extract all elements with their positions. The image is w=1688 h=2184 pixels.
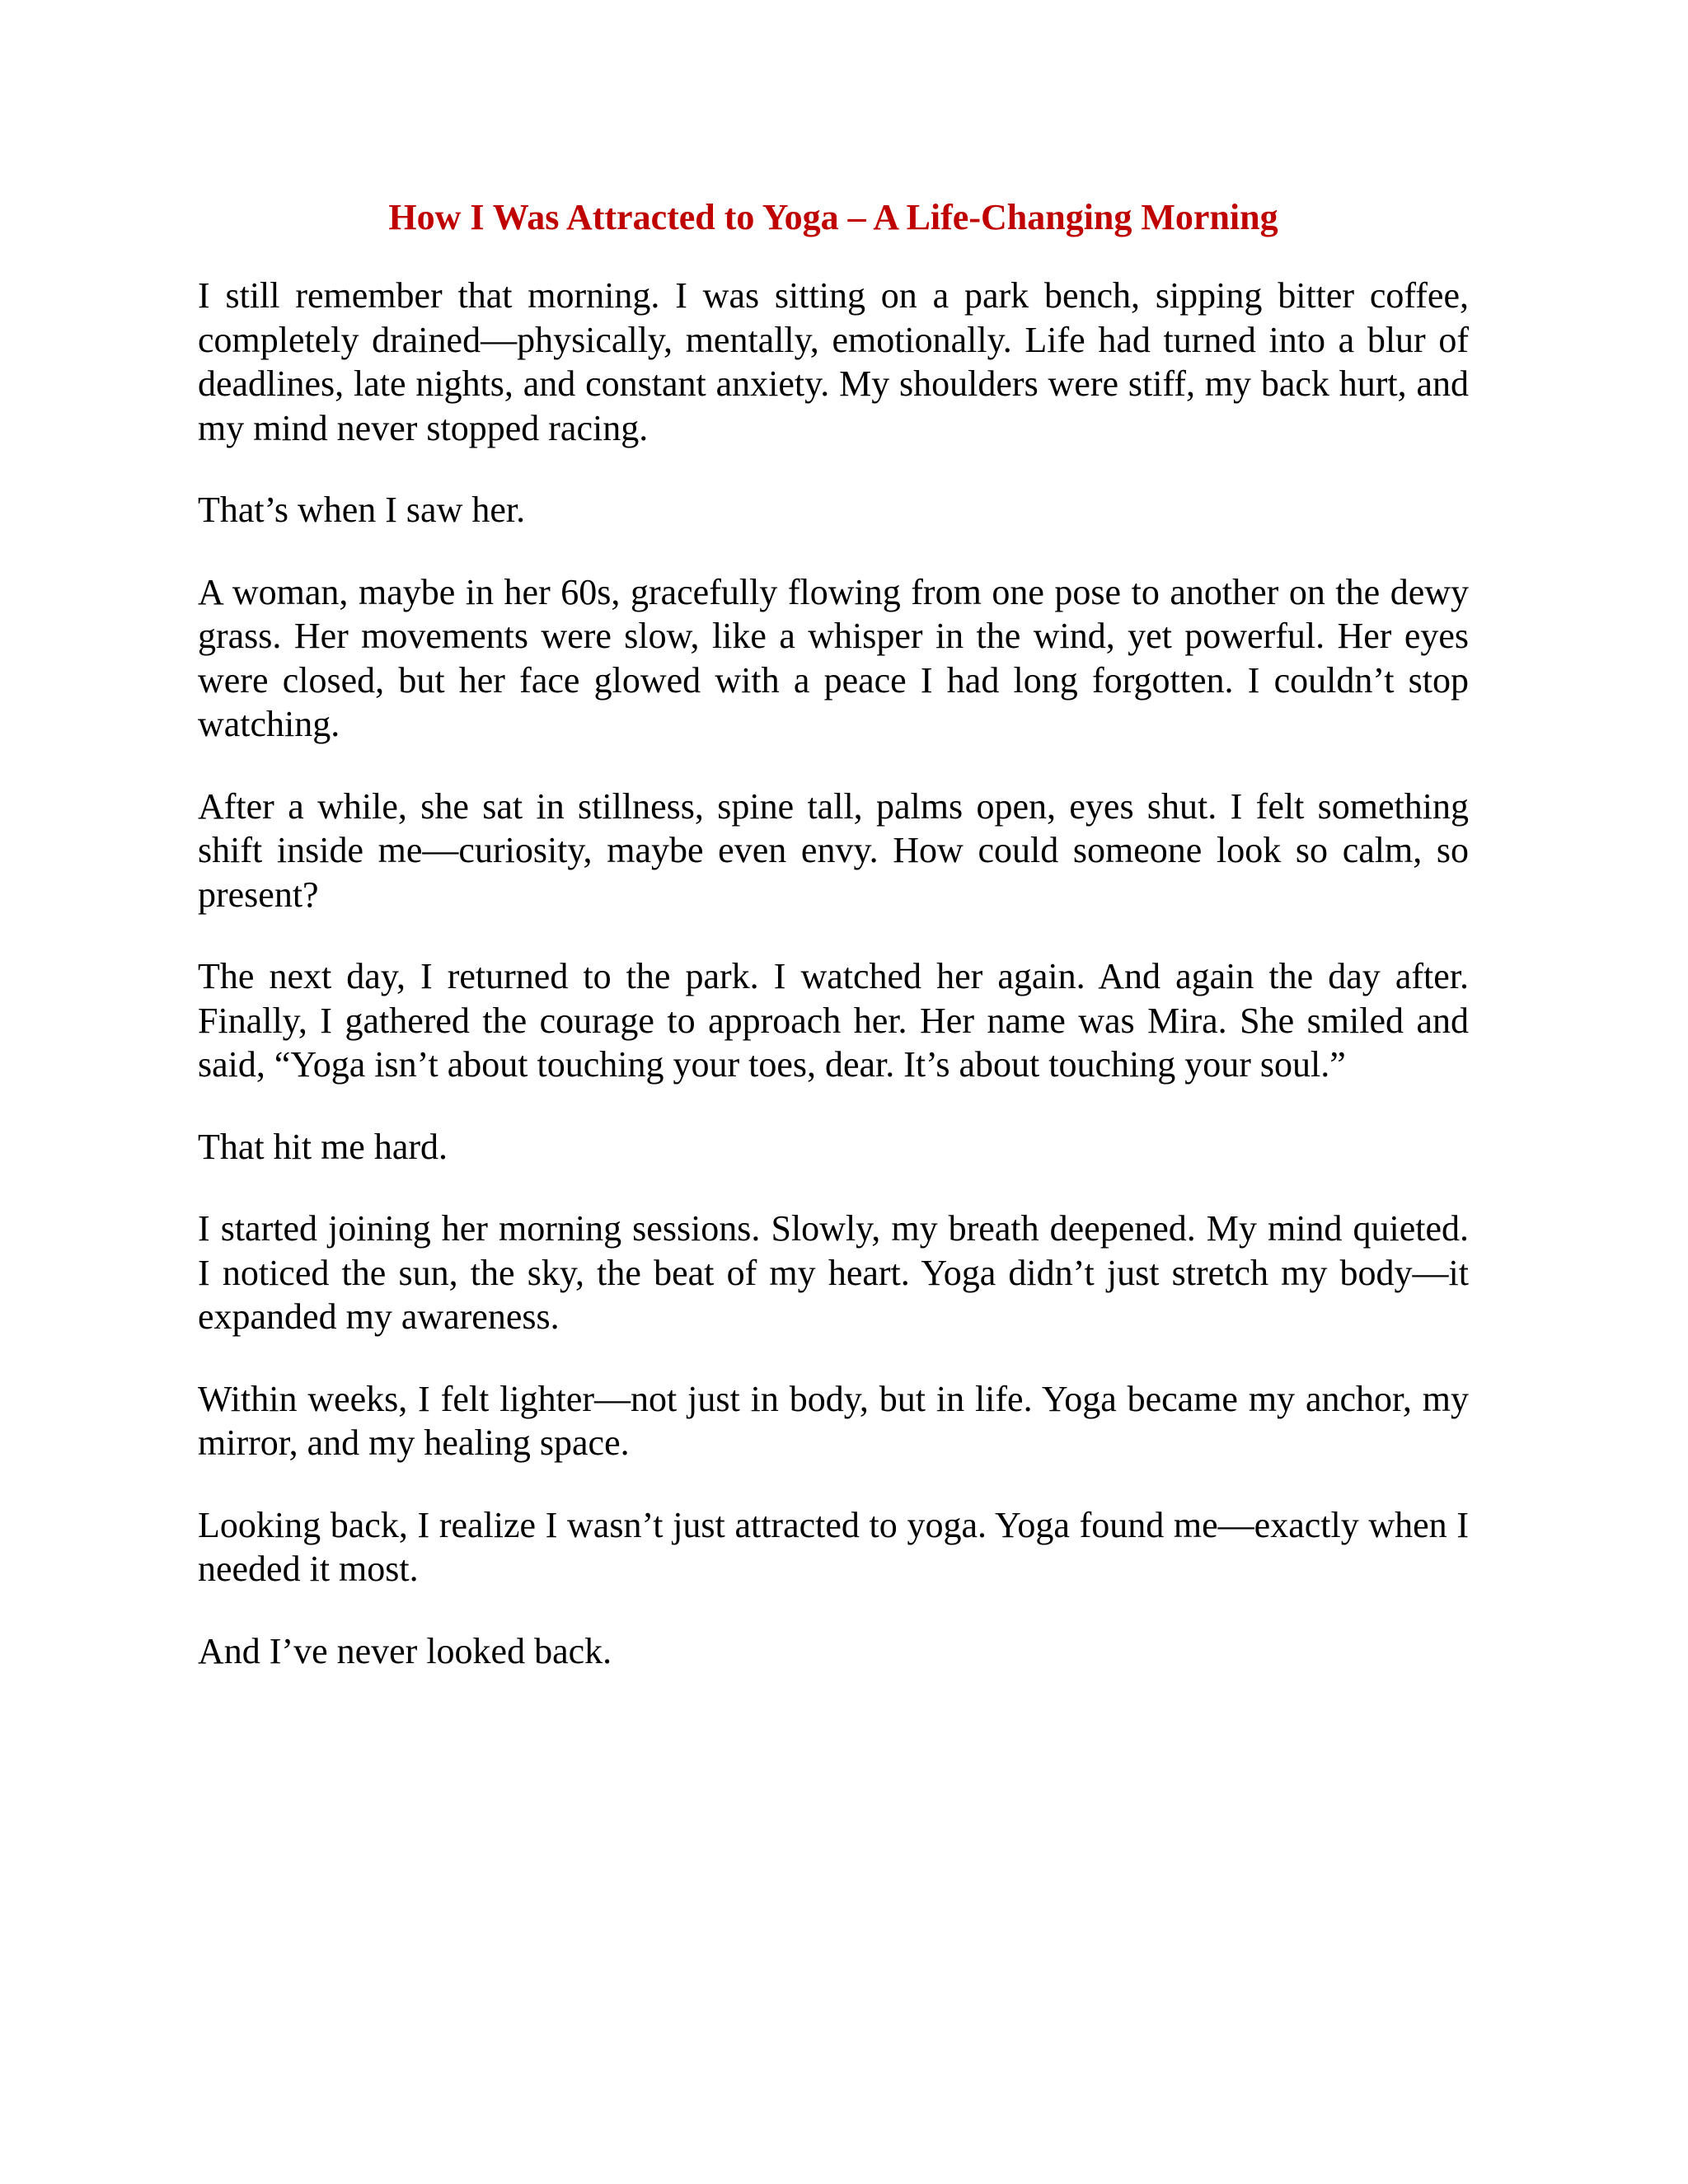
paragraph: That hit me hard. (198, 1126, 448, 1167)
paragraph: The next day, I returned to the park. I watched her again. And again the day after. Finally, I gathered the courage to approach her. Her name was Mira. She smiled and said, “Yoga isn’t about touching your toes, dear. It’s about touching your soul.” (198, 956, 1469, 1085)
paragraph: And I’ve never looked back. (198, 1630, 612, 1671)
paragraph: After a while, she sat in stillness, spine tall, palms open, eyes shut. I felt something shift inside me—curiosity, maybe even envy. How could someone look so calm, so present? (198, 785, 1469, 915)
document-body (198, 194, 1469, 1711)
document-title: How I Was Attracted to Yoga – A Life-Changing Morning (388, 197, 1278, 237)
paragraph: Within weeks, I felt lighter—not just in body, but in life. Yoga became my anchor, my mirror, and my healing space. (198, 1378, 1469, 1463)
paragraph: I still remember that morning. I was sitting on a park bench, sipping bitter coffee, completely drained—physically, mentally, emotionally. Life had turned into a blur of deadlines, late nights, and constant anxiety. My shoulders were stiff, my back hurt, and my mind never stopped racing. (198, 275, 1469, 448)
paragraph: A woman, maybe in her 60s, gracefully flowing from one pose to another on the dewy grass. Her movements were slow, like a whisper in the wind, yet powerful. Her eyes were closed, but her face glowed with a peace I had long forgotten. I couldn’t stop watching. (198, 571, 1469, 744)
paragraph: That’s when I saw her. (198, 490, 526, 530)
paragraph: Looking back, I realize I wasn’t just attracted to yoga. Yoga found me—exactly when I needed it most. (198, 1504, 1469, 1589)
paragraph: I started joining her morning sessions. Slowly, my breath deepened. My mind quieted. I noticed the sun, the sky, the beat of my heart. Yoga didn’t just stretch my body—it expanded my awareness. (198, 1208, 1469, 1337)
